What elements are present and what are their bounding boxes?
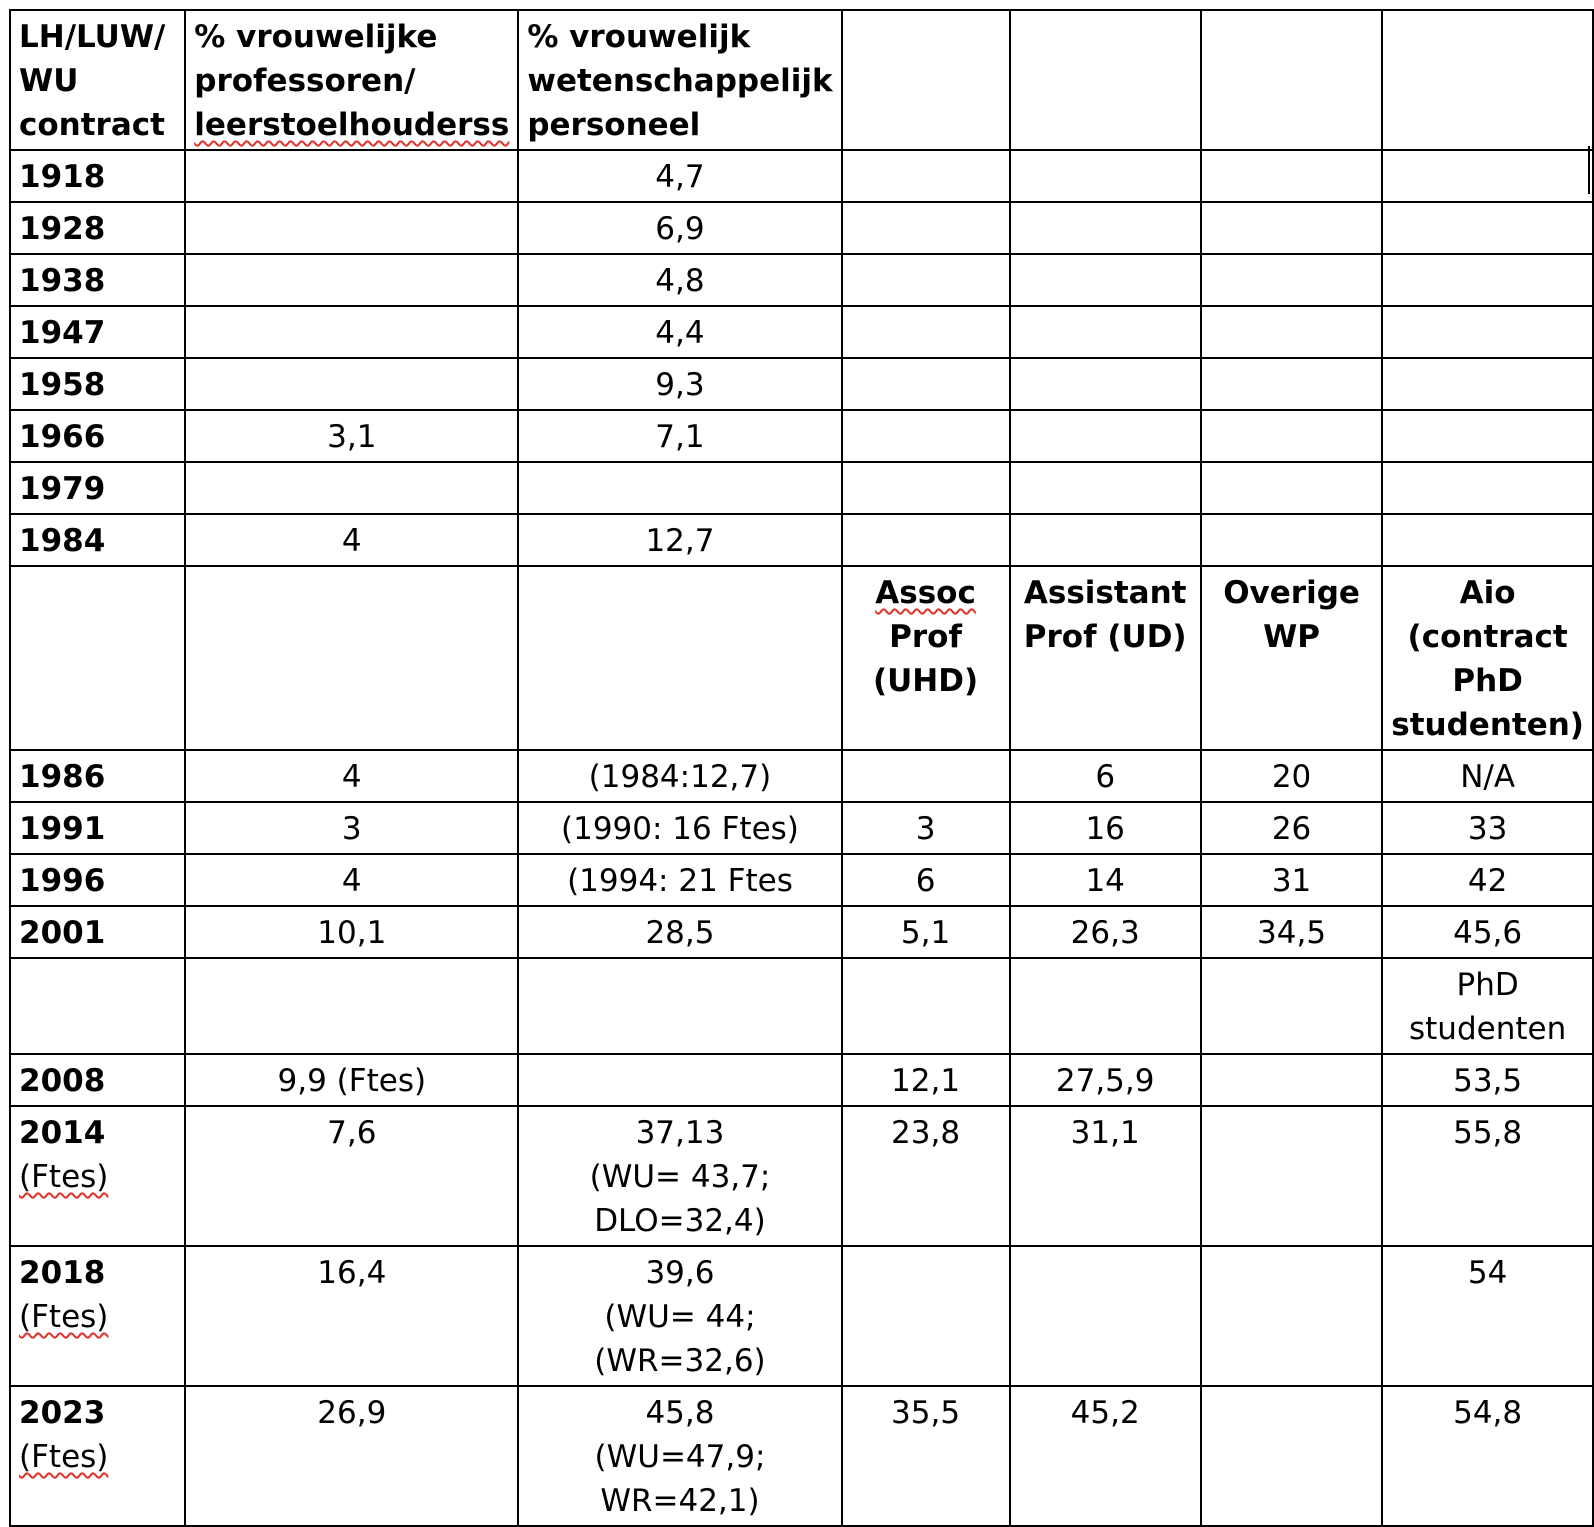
value-cell: 39,6 (WU= 44; (WR=32,6): [518, 1246, 841, 1386]
value-cell: 10,1: [185, 906, 518, 958]
header-cell: % vrouwelijk wetenschappelijk personeel: [518, 10, 841, 150]
year-cell: 2008: [10, 1054, 185, 1106]
value-cell: 33: [1382, 802, 1593, 854]
value-cell: 4,7: [518, 150, 841, 202]
year-cell: 1958: [10, 358, 185, 410]
value-cell: 34,5: [1201, 906, 1382, 958]
value-cell: 45,8 (WU=47,9; WR=42,1): [518, 1386, 841, 1526]
value-cell: 9,3: [518, 358, 841, 410]
misspelled-word[interactable]: Assoc: [875, 575, 976, 611]
subheader-cell: Assistant Prof (UD): [1010, 566, 1201, 750]
year-cell: 1928: [10, 202, 185, 254]
table-row: [10, 1246, 1593, 1386]
value-cell: (1984:12,7): [518, 750, 841, 802]
table-row: [10, 306, 1593, 358]
value-cell: 37,13 (WU= 43,7; DLO=32,4): [518, 1106, 841, 1246]
year-cell: 2001: [10, 906, 185, 958]
year-cell: 1966: [10, 410, 185, 462]
value-cell: [185, 254, 518, 306]
year-cell: 1991: [10, 802, 185, 854]
value-cell: 4: [185, 514, 518, 566]
year-cell: 1938: [10, 254, 185, 306]
value-cell: 6: [1010, 750, 1201, 802]
year-cell: 2014 (Ftes): [10, 1106, 185, 1246]
value-cell: N/A: [1382, 750, 1593, 802]
table-row: [10, 514, 1593, 566]
value-cell: 3: [185, 802, 518, 854]
subheader-cell: Assoc Prof (UHD): [842, 566, 1010, 750]
value-cell: 26,9: [185, 1386, 518, 1526]
table-row: [10, 854, 1593, 906]
value-cell: 54,8: [1382, 1386, 1593, 1526]
header-cell: % vrouwelijke professoren/ leerstoelhouderss: [185, 10, 518, 150]
misspelled-word[interactable]: (Ftes): [19, 1159, 109, 1195]
value-cell: (1990: 16 Ftes): [518, 802, 841, 854]
table-row: [10, 358, 1593, 410]
value-cell: 35,5: [842, 1386, 1010, 1526]
subheader-row: [10, 566, 1593, 750]
value-cell: 42: [1382, 854, 1593, 906]
phd-students-label: PhD studenten: [1382, 958, 1593, 1054]
empty-cell: [842, 10, 1010, 150]
value-cell: 27,5,9: [1010, 1054, 1201, 1106]
subheader-cell: Overige WP: [1201, 566, 1382, 750]
year-cell: 2023 (Ftes): [10, 1386, 185, 1526]
year-cell: 1918: [10, 150, 185, 202]
subheader-cell: Aio (contract PhD studenten): [1382, 566, 1593, 750]
table-row: [10, 410, 1593, 462]
value-cell: [185, 358, 518, 410]
value-cell: 14: [1010, 854, 1201, 906]
table-row: [10, 150, 1593, 202]
value-cell: 12,7: [518, 514, 841, 566]
table-row: [10, 462, 1593, 514]
value-cell: 23,8: [842, 1106, 1010, 1246]
empty-cell: [1382, 10, 1593, 150]
empty-cell: [1201, 10, 1382, 150]
year-cell: 2018 (Ftes): [10, 1246, 185, 1386]
value-cell: 4,8: [518, 254, 841, 306]
value-cell: 7,6: [185, 1106, 518, 1246]
value-cell: 7,1: [518, 410, 841, 462]
table-row: [10, 1386, 1593, 1526]
value-cell: 3: [842, 802, 1010, 854]
value-cell: 4: [185, 854, 518, 906]
header-cell: LH/LUW/ WU contract: [10, 10, 185, 150]
value-cell: 16,4: [185, 1246, 518, 1386]
value-cell: 28,5: [518, 906, 841, 958]
value-cell: 6,9: [518, 202, 841, 254]
table-row: [10, 802, 1593, 854]
value-cell: 26,3: [1010, 906, 1201, 958]
table-row: [10, 750, 1593, 802]
text-cursor: [1588, 146, 1590, 194]
value-cell: 31: [1201, 854, 1382, 906]
value-cell: 5,1: [842, 906, 1010, 958]
year-cell: 1979: [10, 462, 185, 514]
value-cell: 9,9 (Ftes): [185, 1054, 518, 1106]
value-cell: 26: [1201, 802, 1382, 854]
value-cell: 16: [1010, 802, 1201, 854]
value-cell: (1994: 21 Ftes: [518, 854, 841, 906]
empty-cell: [1010, 10, 1201, 150]
value-cell: [185, 306, 518, 358]
table-row: [10, 254, 1593, 306]
year-cell: 1996: [10, 854, 185, 906]
value-cell: 54: [1382, 1246, 1593, 1386]
value-cell: 6: [842, 854, 1010, 906]
misspelled-word[interactable]: (Ftes): [19, 1439, 109, 1475]
table-row: [10, 906, 1593, 958]
value-cell: 4,4: [518, 306, 841, 358]
value-cell: 45,6: [1382, 906, 1593, 958]
value-cell: 45,2: [1010, 1386, 1201, 1526]
misspelled-word[interactable]: leerstoelhouderss: [194, 107, 510, 143]
table-row: [10, 1054, 1593, 1106]
value-cell: 12,1: [842, 1054, 1010, 1106]
value-cell: 53,5: [1382, 1054, 1593, 1106]
phd-label-row: [10, 958, 1593, 1054]
misspelled-word[interactable]: (Ftes): [19, 1299, 109, 1335]
year-cell: 1984: [10, 514, 185, 566]
value-cell: 31,1: [1010, 1106, 1201, 1246]
value-cell: 55,8: [1382, 1106, 1593, 1246]
year-cell: 1986: [10, 750, 185, 802]
value-cell: [185, 150, 518, 202]
table-row: [10, 202, 1593, 254]
value-cell: 4: [185, 750, 518, 802]
value-cell: 20: [1201, 750, 1382, 802]
value-cell: [185, 202, 518, 254]
year-cell: 1947: [10, 306, 185, 358]
header-row: [10, 10, 1593, 150]
value-cell: 3,1: [185, 410, 518, 462]
women-staff-table: [9, 9, 1594, 1527]
table-row: [10, 1106, 1593, 1246]
